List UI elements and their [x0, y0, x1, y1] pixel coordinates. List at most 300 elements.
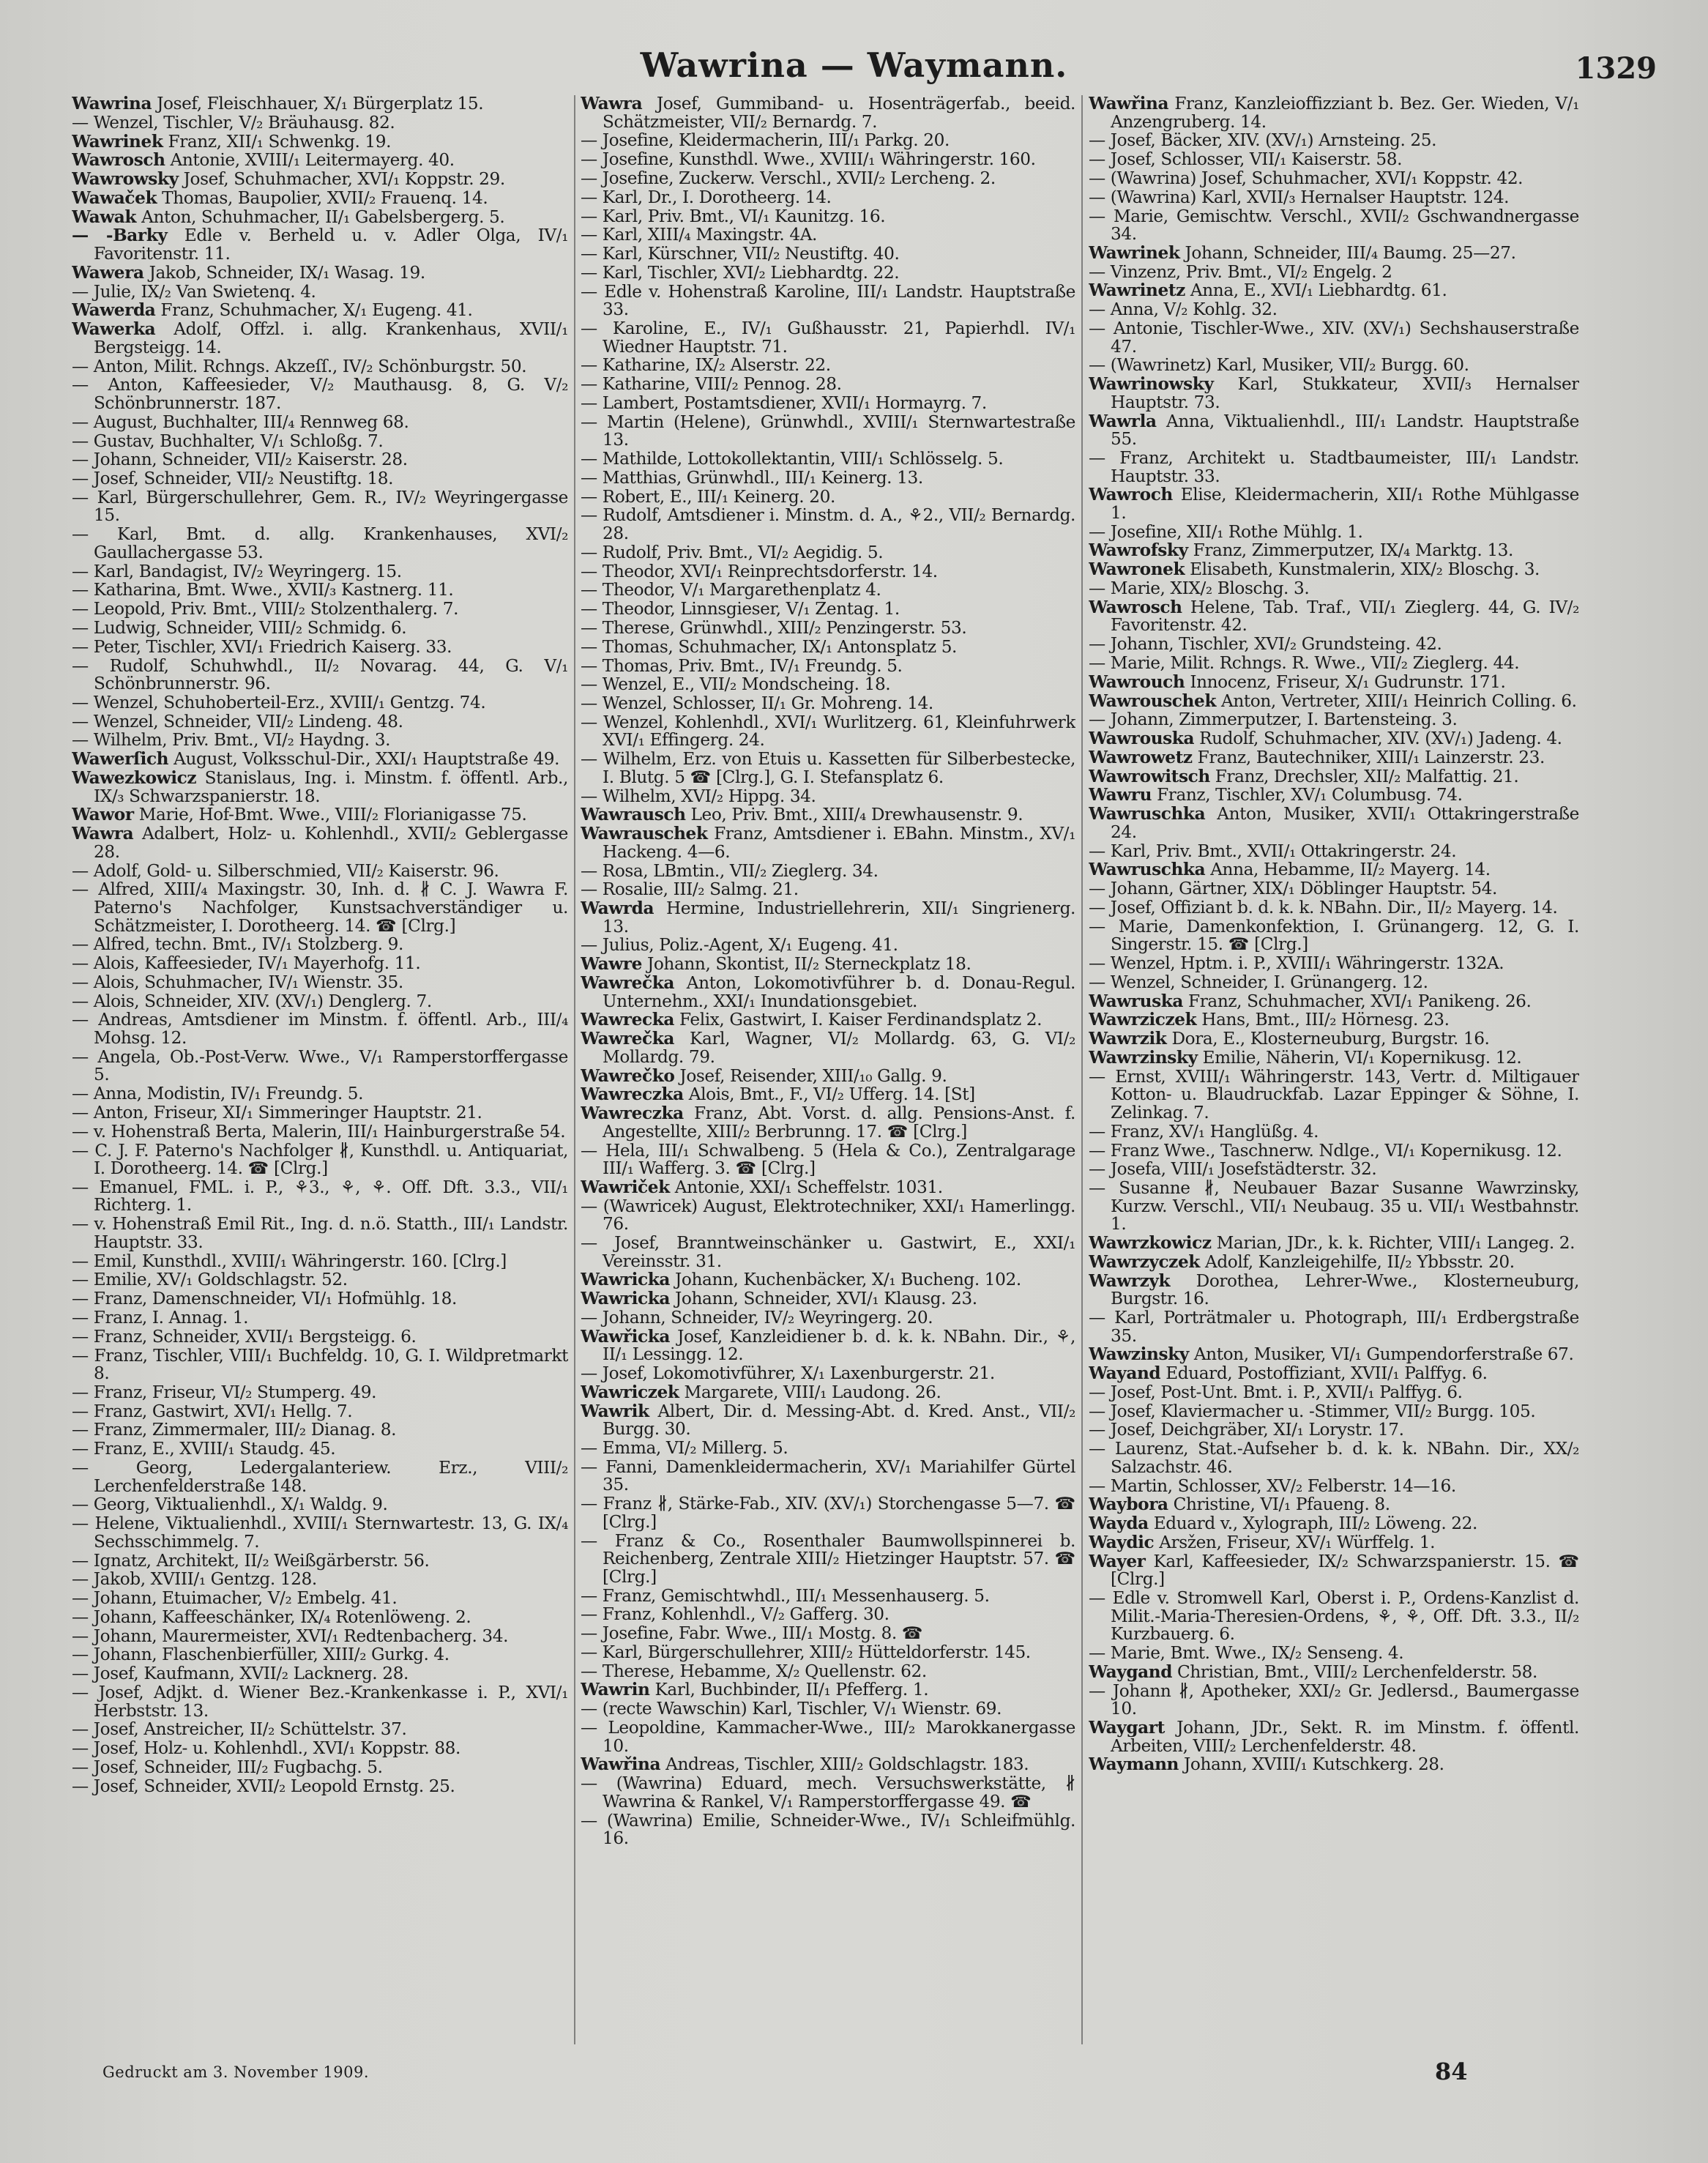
directory-entry — [581, 1065, 1075, 1086]
entry-details: — Rudolf, Amtsdiener i. Minstm. d. A., ⚘2., VII/₂ Bernardg. 28. — [581, 505, 1075, 544]
entry-details: Hermine, Industriellehrerin, XII/₁ Singrienerg. 13. — [603, 898, 1075, 937]
directory-entry — [1089, 376, 1579, 412]
entry-details: — Anton, Milit. Rchngs. Akzeſſ., IV/₂ Schönburgstr. 50. — [72, 356, 527, 376]
entry-details: — Julie, IX/₂ Van Swietenq. 4. — [72, 281, 316, 302]
entry-surname: Wawrečka — [581, 973, 674, 994]
directory-entry — [581, 1606, 1075, 1624]
directory-entry — [72, 1104, 568, 1123]
entry-details: — Franz, Tischler, VIII/₁ Buchfeldg. 10, G. I. Wildpretmarkt 8. — [72, 1345, 568, 1384]
entry-details: — Karl, Kürschner, VII/₂ Neustiftg. 40. — [581, 244, 900, 264]
entry-details: — Angela, Ob.-Post-Verw. Wwe., V/₁ Ramperstorffergasse 5. — [72, 1046, 568, 1085]
entry-details: Felix, Gastwirt, I. Kaiser Ferdinandsplatz 2. — [679, 1010, 1043, 1030]
entry-details: August, Volksschul-Dir., XXI/₁ Hauptstraße 49. — [174, 749, 560, 770]
entry-details: — Franz, I. Annag. 1. — [72, 1307, 249, 1328]
entry-details: — Julius, Poliz.-Agent, X/₁ Eugeng. 41. — [581, 935, 898, 956]
entry-surname: Wawrzyczek — [1089, 1251, 1200, 1272]
directory-entry — [581, 655, 1075, 676]
directory-entry — [1089, 1235, 1579, 1253]
directory-entry — [72, 1721, 568, 1739]
entry-details: Antonie, XVIII/₁ Leitermayerg. 40. — [170, 150, 455, 171]
entry-details: — Johann, Schneider, IV/₂ Weyringerg. 20. — [581, 1307, 933, 1328]
entry-details: — Leopold, Priv. Bmt., VIII/₂ Stolzenthalerg. 7. — [72, 599, 459, 619]
entry-details: — (Wawrina) Josef, Schuhmacher, XVI/₁ Koppstr. 42. — [1089, 168, 1524, 188]
entry-details: — Franz, Friseur, VI/₂ Stumperg. 49. — [72, 1382, 377, 1402]
entry-details: — Franz, XV/₁ Hanglüßg. 4. — [1089, 1121, 1319, 1142]
directory-entry — [581, 881, 1075, 899]
directory-entry — [72, 433, 568, 451]
entry-details: — Ludwig, Schneider, VIII/₂ Schmidg. 6. — [72, 617, 407, 638]
entry-details: — Emanuel, FML. i. P., ⚘3., ⚘, ⚘. Off. Dft. 3.3., VII/₁ Richterg. 1. — [72, 1177, 568, 1215]
print-date: Gedruckt am 3. November 1909. — [102, 2063, 370, 2081]
directory-entry — [1089, 786, 1579, 805]
directory-entry — [581, 1365, 1075, 1383]
entry-surname: Wawrzinsky — [1089, 1047, 1198, 1068]
directory-entry — [72, 358, 568, 376]
directory-entry — [1089, 1161, 1579, 1179]
directory-entry — [1089, 447, 1579, 486]
directory-entry — [581, 151, 1075, 169]
entry-details: — Wenzel, Schlosser, II/₁ Gr. Mohreng. 14. — [581, 693, 933, 714]
directory-entry — [581, 320, 1075, 356]
entry-details: — Karl, Bandagist, IV/₂ Weyringerg. 15. — [72, 561, 402, 581]
directory-entry — [72, 936, 568, 954]
entry-details: Franz, Abt. Vorst. d. allg. Pensions-Anst. f. Angestellte, XIII/₂ Berbrunng. 17. ☎ [Clrg.] — [603, 1103, 1075, 1142]
entry-surname: Wawrausch — [581, 805, 686, 825]
entry-details: Alois, Bmt., F., VI/₂ Ufferg. 14. [St] — [688, 1084, 975, 1105]
entry-details: Johann, XVIII/₁ Kutschkerg. 28. — [1183, 1754, 1444, 1775]
entry-details: Christian, Bmt., VIII/₂ Lerchenfelderstr. 58. — [1177, 1661, 1538, 1682]
entry-details: — Wilhelm, XVI/₂ Hippg. 34. — [581, 786, 816, 806]
entry-details: Johann, Schneider, III/₄ Baumg. 25—27. — [1185, 242, 1516, 263]
directory-entry — [1089, 320, 1579, 356]
entry-details: Arsžen, Friseur, XV/₁ Würffelg. 1. — [1159, 1532, 1436, 1552]
directory-entry — [581, 600, 1075, 619]
entry-details: Josef, Fleischhauer, X/₁ Bürgerplatz 15. — [157, 95, 484, 113]
directory-entry — [581, 1756, 1075, 1774]
entry-details: — Rudolf, Schuhwhdl., II/₂ Novarag. 44, G. V/₁ Schönbrunnerstr. 96. — [72, 655, 568, 694]
entry-surname: Wawrouska — [1089, 729, 1195, 749]
entry-details: — Leopoldine, Kammacher-Wwe., III/₂ Marokkanergasse 10. — [581, 1718, 1075, 1756]
directory-entry — [1089, 1590, 1579, 1644]
entry-details: — (Wawricek) August, Elektrotechniker, XXI/₁ Hamerlingg. 76. — [581, 1196, 1075, 1235]
entry-surname: Wawruschka — [1089, 804, 1206, 824]
entry-details: Hans, Bmt., III/₂ Hörnesg. 23. — [1201, 1010, 1450, 1030]
entry-details: — Josefine, XII/₁ Rothe Mühlg. 1. — [1089, 521, 1363, 542]
directory-entry — [72, 1271, 568, 1289]
entry-details: — Josef, Schneider, VII/₂ Neustiftg. 18. — [72, 469, 394, 489]
directory-entry — [581, 860, 1075, 881]
entry-surname: Wawrouschek — [1089, 690, 1217, 711]
directory-entry — [581, 900, 1075, 936]
entry-details: — Robert, E., III/₁ Keinerg. 20. — [581, 486, 835, 507]
entry-details: Franz, Amtsdiener i. EBahn. Minstm., XV/₁ Hackeng. 4—6. — [603, 824, 1075, 862]
directory-entry — [1089, 1309, 1579, 1345]
entry-details: — Franz, Damenschneider, VI/₁ Hofmühlg. 18. — [72, 1289, 457, 1309]
directory-entry — [581, 544, 1075, 562]
directory-entry — [72, 1309, 568, 1328]
entry-surname: Wawzinsky — [1089, 1344, 1189, 1365]
directory-entry — [581, 714, 1075, 750]
entry-details: — Susanne ∦, Neubauer Bazar Susanne Wawrzinsky, Kurzw. Verschl., VII/₁ Neubaug. 35 u. VII/₁ Westbahnstr. 1. — [1089, 1178, 1579, 1235]
entry-details: Innocenz, Friseur, X/₁ Gudrunstr. 171. — [1190, 671, 1506, 692]
directory-entry — [1089, 861, 1579, 879]
entry-surname: Wawrik — [581, 1401, 649, 1421]
directory-entry — [581, 1403, 1075, 1439]
entry-surname: Wawriček — [581, 1177, 670, 1197]
directory-entry — [581, 1681, 1075, 1700]
directory-entry — [72, 1609, 568, 1627]
entry-details: — Fanni, Damenkleidermacherin, XV/₁ Mariahilfer Gürtel 35. — [581, 1456, 1075, 1495]
entry-details: — Emilie, XV/₁ Goldschlagstr. 52. — [72, 1270, 348, 1290]
entry-surname: Wayand — [1089, 1363, 1161, 1384]
directory-entry — [72, 1552, 568, 1571]
entry-details: Leo, Priv. Bmt., XIII/₄ Drewhausenstr. 9. — [690, 805, 1023, 825]
entry-surname: Wawřina — [1089, 95, 1169, 113]
directory-entry — [581, 788, 1075, 806]
directory-entry — [581, 1644, 1075, 1662]
directory-entry — [72, 95, 568, 113]
directory-column-3 — [1089, 95, 1579, 2043]
entry-details: — Gustav, Buchhalter, V/₁ Schloßg. 7. — [72, 431, 384, 451]
directory-entry — [581, 132, 1075, 150]
entry-surname: Wawerda — [72, 300, 156, 321]
directory-entry — [72, 581, 568, 600]
entry-details: — Laurenz, Stat.-Aufseher b. d. k. k. NBahn. Dir., XX/₂ Salzachstr. 46. — [1089, 1439, 1579, 1477]
entry-surname: Wawrosch — [72, 150, 165, 171]
entry-details: — Wenzel, Schneider, VII/₂ Lindeng. 48. — [72, 711, 403, 731]
entry-details: — Marie, XIX/₂ Bloschg. 3. — [1089, 578, 1310, 598]
directory-entry — [581, 619, 1075, 638]
directory-entry — [72, 993, 568, 1011]
directory-entry — [581, 1812, 1075, 1848]
entry-surname: Wawroch — [1089, 485, 1173, 505]
entry-details: Adolf, Kanzleigehilfe, II/₂ Ybbsstr. 20. — [1204, 1251, 1515, 1272]
entry-details: — Franz, Gemischtwhdl., III/₁ Messenhauserg. 5. — [581, 1585, 990, 1606]
entry-details: — Andreas, Amtsdiener im Minstm. f. öffentl. Arb., III/₄ Mohsg. 12. — [72, 1010, 568, 1048]
directory-entry — [1089, 955, 1579, 973]
directory-entry — [1089, 170, 1579, 188]
directory-entry — [72, 636, 568, 657]
directory-entry — [581, 1495, 1075, 1531]
directory-column-2 — [581, 95, 1075, 2043]
directory-entry — [72, 1011, 568, 1047]
directory-entry — [72, 806, 568, 824]
entry-details: — Karl, Bmt. d. allg. Krankenhauses, XVI/₂ Gaullachergasse 53. — [72, 524, 568, 562]
directory-entry — [1089, 1680, 1579, 1719]
directory-entry — [581, 1700, 1075, 1719]
directory-entry — [72, 1665, 568, 1683]
directory-entry — [72, 1759, 568, 1777]
entry-details: Christine, VI/₁ Pfaueng. 8. — [1173, 1494, 1390, 1515]
entry-details: — Adolf, Gold- u. Silberschmied, VII/₂ Kaiserstr. 96. — [72, 860, 499, 881]
directory-entry — [1089, 242, 1579, 263]
entry-surname: Wawrauschek — [581, 824, 708, 844]
directory-entry — [1089, 1384, 1579, 1402]
directory-entry — [1089, 768, 1579, 786]
directory-entry — [581, 357, 1075, 375]
directory-entry — [581, 208, 1075, 226]
entry-details: Rudolf, Schuhmacher, XIV. (XV/₁) Jadeng. 4. — [1199, 729, 1562, 749]
entry-details: Josef, Kanzleidiener b. d. k. k. NBahn. Dir., ⚘, II/₁ Lessingg. 12. — [603, 1326, 1075, 1365]
entry-details: — Katharine, VIII/₂ Pennog. 28. — [581, 374, 842, 395]
directory-entry — [72, 1123, 568, 1142]
page-number: 1329 — [1575, 51, 1657, 86]
directory-entry — [72, 1684, 568, 1720]
entry-details: — Edle v. Hohenstraß Karoline, III/₁ Landstr. Hauptstraße 33. — [581, 281, 1075, 320]
entry-details: — Anton, Friseur, XI/₁ Simmeringer Hauptstr. 21. — [72, 1102, 482, 1123]
directory-entry — [581, 1328, 1075, 1364]
entry-details: — Rosalie, III/₂ Salmg. 21. — [581, 879, 799, 900]
directory-entry — [581, 1719, 1075, 1755]
directory-entry — [1089, 1365, 1579, 1383]
directory-entry — [581, 1142, 1075, 1178]
directory-entry — [72, 114, 568, 133]
entry-details: Dora, E., Klosterneuburg, Burgstr. 16. — [1171, 1029, 1490, 1049]
entry-details: — Josef, Holz- u. Kohlenhdl., XVI/₁ Koppstr. 88. — [72, 1738, 461, 1759]
entry-details: Elisabeth, Kunstmalerin, XIX/₂ Bloschg. 3. — [1190, 559, 1540, 580]
directory-entry — [72, 526, 568, 562]
directory-entry — [1089, 282, 1579, 300]
entry-details: — Karl, Porträtmaler u. Photograph, III/₁ Erdbergstraße 35. — [1089, 1307, 1579, 1346]
column-divider — [574, 95, 575, 2044]
directory-entry — [72, 227, 568, 263]
directory-entry — [581, 1587, 1075, 1606]
entry-details: Adalbert, Holz- u. Kohlenhdl., XVII/₂ Geblergasse 28. — [94, 824, 568, 862]
entry-details: Anton, Musiker, XVII/₁ Ottakringerstraße 24. — [1111, 804, 1579, 842]
directory-entry — [581, 1775, 1075, 1811]
entry-details: — Josef, Bäcker, XIV. (XV/₁) Arnsteing. 25. — [1089, 130, 1437, 151]
entry-details: — Karl, Tischler, XVI/₂ Liebhardtg. 22. — [581, 262, 900, 283]
directory-entry — [581, 507, 1075, 543]
entry-details: Franz, Schuhmacher, XVI/₁ Panikeng. 26. — [1188, 991, 1532, 1011]
directory-entry — [72, 133, 568, 152]
entry-details: Johann, JDr., Sekt. R. im Minstm. f. öffentl. Arbeiten, VIII/₂ Lerchenfelderstr. 48. — [1111, 1718, 1579, 1756]
directory-entry — [581, 636, 1075, 657]
entry-surname: Wawerka — [72, 319, 156, 340]
entry-details: — Franz & Co., Rosenthaler Baumwollspinnerei b. Reichenberg, Zentrale XIII/₂ Hietzinger Hauptstr. 57. ☎ [Clrg.] — [581, 1530, 1075, 1587]
entry-details: — Edle v. Stromwell Karl, Oberst i. P., Ordens-Kanzlist d. Milit.-Maria-Theresien-Ordens, ⚘, ⚘, Off. Dft. 3.3., II/₂ Kurzbauerg. 6. — [1089, 1588, 1579, 1645]
entry-details: — Anna, Modistin, IV/₁ Freundg. 5. — [72, 1084, 364, 1104]
entry-surname: Wawrina — [72, 95, 152, 113]
entry-details: Jakob, Schneider, IX/₁ Wasag. 19. — [149, 262, 425, 283]
entry-surname: Wawrinetz — [1089, 280, 1185, 301]
directory-entry — [1089, 599, 1579, 635]
directory-entry — [72, 1403, 568, 1421]
directory-entry — [581, 1030, 1075, 1066]
directory-entry — [72, 470, 568, 488]
entry-surname: Wawrecka — [581, 1010, 674, 1030]
entry-surname: Wawrzik — [1089, 1029, 1167, 1049]
entry-details: — (Wawrina) Eduard, mech. Versuchswerkstätte, ∦ Wawrina & Rankel, V/₁ Ramperstorffergasse 49. ☎ — [581, 1773, 1075, 1812]
entry-details: Edle v. Berheld u. v. Adler Olga, IV/₁ Favoritenstr. 11. — [94, 226, 568, 264]
directory-entry — [72, 1778, 568, 1796]
entry-details: — Emil, Kunsthdl., XVIII/₁ Währingerstr. 160. [Clrg.] — [72, 1251, 507, 1271]
entry-surname: Wayer — [1089, 1551, 1146, 1571]
directory-entry — [72, 1328, 568, 1347]
entry-details: Anton, Musiker, VI/₁ Gumpendorferstraße 67. — [1193, 1344, 1574, 1365]
sheet-number: 84 — [1435, 2058, 1468, 2085]
directory-entry — [581, 264, 1075, 283]
entry-details: — Johann ∦, Apotheker, XXI/₂ Gr. Jedlersd., Baumergasse 10. — [1089, 1680, 1579, 1719]
directory-entry — [1089, 843, 1579, 861]
entry-surname: Wawor — [72, 805, 134, 825]
entry-details: — Wenzel, Hptm. i. P., XVIII/₁ Währingerstr. 132A. — [1089, 953, 1504, 974]
directory-entry — [72, 321, 568, 357]
entry-details: — Karl, Dr., I. Dorotheerg. 14. — [581, 187, 832, 207]
directory-entry — [581, 1663, 1075, 1681]
entry-details: Franz, Drechsler, XII/₂ Malfattig. 21. — [1215, 766, 1519, 786]
directory-entry — [581, 245, 1075, 264]
directory-entry — [72, 1347, 568, 1383]
entry-details: — Franz, Architekt u. Stadtbaumeister, III/₁ Landstr. Hauptstr. 33. — [1089, 447, 1579, 486]
directory-entry — [1089, 880, 1579, 898]
entry-surname: Wawera — [72, 262, 144, 283]
directory-entry — [72, 1515, 568, 1551]
entry-details: — Marie, Bmt. Wwe., IX/₂ Senseng. 4. — [1089, 1643, 1404, 1664]
directory-entry — [72, 731, 568, 750]
entry-details: Josef, Schuhmacher, XVI/₁ Koppstr. 29. — [183, 169, 505, 190]
directory-entry — [581, 1309, 1075, 1328]
directory-entry — [1089, 1515, 1579, 1533]
entry-details: — Johann, Tischler, XVI/₂ Grundsteing. 42. — [1089, 634, 1442, 655]
directory-entry — [1089, 1011, 1579, 1030]
directory-entry — [72, 1628, 568, 1646]
entry-surname: Wawezkowicz — [72, 768, 197, 788]
directory-entry — [72, 1046, 568, 1085]
directory-entry — [72, 1179, 568, 1215]
entry-details: — Alois, Schuhmacher, IV/₁ Wienstr. 35. — [72, 972, 403, 992]
entry-surname: Wawrzkowicz — [1089, 1233, 1212, 1254]
entry-surname: — -Barky — [72, 226, 168, 246]
directory-entry — [581, 469, 1075, 488]
entry-surname: Wawreczka — [581, 1103, 684, 1124]
directory-entry — [72, 451, 568, 469]
directory-entry — [72, 414, 568, 432]
directory-entry — [581, 450, 1075, 469]
entry-details: — Anna, V/₂ Kohlg. 32. — [1089, 299, 1278, 320]
entry-details: Elise, Kleidermacherin, XII/₁ Rothe Mühlgasse 1. — [1111, 485, 1579, 523]
entry-details: — Franz ∦, Stärke-Fab., XIV. (XV/₁) Storchengasse 5—7. ☎ [Clrg.] — [581, 1494, 1075, 1532]
entry-details: — Jakob, XVIII/₁ Gentzg. 128. — [72, 1569, 317, 1590]
directory-entry — [1089, 95, 1579, 131]
entry-details: — Johann, Flaschenbierfüller, XIII/₂ Gurkg. 4. — [72, 1645, 450, 1665]
entry-surname: Wawronek — [1089, 559, 1185, 580]
directory-entry — [72, 187, 568, 208]
entry-details: Anton, Vertreter, XIII/₁ Heinrich Colling. 6. — [1221, 690, 1577, 711]
directory-entry — [1089, 357, 1579, 375]
directory-entry — [1089, 1049, 1579, 1068]
directory-entry — [1089, 1142, 1579, 1161]
directory-entry — [72, 1384, 568, 1402]
entry-details: — Mathilde, Lottokollektantin, VIII/₁ Schlösselg. 5. — [581, 449, 1004, 469]
entry-details: — Katharina, Bmt. Wwe., XVII/₃ Kastnerg. 11. — [72, 580, 454, 600]
directory-entry — [581, 1235, 1075, 1270]
entry-details: — Johann, Schneider, VII/₂ Kaiserstr. 28. — [72, 450, 408, 470]
entry-details: Josef, Reisender, XIII/₁₀ Gallg. 9. — [679, 1065, 947, 1086]
directory-entry — [72, 751, 568, 769]
entry-details: — Josefine, Kleidermacherin, III/₁ Parkg. 20. — [581, 130, 950, 151]
directory-entry — [72, 619, 568, 638]
entry-details: — (Wawrina) Karl, XVII/₃ Hernalser Hauptstr. 124. — [1089, 187, 1510, 207]
directory-entry — [581, 676, 1075, 694]
directory-entry — [72, 1253, 568, 1271]
entry-details: — Hela, III/₁ Schwalbeng. 5 (Hela & Co.), Zentralgarage III/₁ Wafferg. 3. ☎ [Clrg.] — [581, 1140, 1075, 1179]
directory-entry — [1089, 580, 1579, 598]
entry-details: — Johann, Etuimacher, V/₂ Embelg. 41. — [72, 1588, 398, 1609]
entry-details: Johann, Schneider, XVI/₁ Klausg. 23. — [675, 1289, 977, 1309]
entry-surname: Wawak — [72, 206, 137, 227]
directory-entry — [581, 488, 1075, 507]
directory-entry — [72, 1459, 568, 1495]
entry-details: — Wenzel, Schneider, I. Grünangerg. 12. — [1089, 972, 1428, 992]
entry-details: Franz, Kanzleioffizziant b. Bez. Ger. Wieden, V/₁ Anzengruberg. 14. — [1111, 95, 1579, 132]
directory-entry — [1089, 1496, 1579, 1514]
directory-entry — [72, 206, 568, 227]
directory-entry — [72, 713, 568, 731]
entry-surname: Wawrowitsch — [1089, 766, 1210, 786]
entry-details: — Alfred, techn. Bmt., IV/₁ Stolzberg. 9. — [72, 934, 403, 955]
entry-details: — Franz, E., XVIII/₁ Staudg. 45. — [72, 1439, 336, 1459]
entry-details: — Johann, Maurermeister, XVI/₁ Redtenbacherg. 34. — [72, 1626, 509, 1646]
entry-details: — Alois, Kaffeesieder, IV/₁ Mayerhofg. 11. — [72, 953, 421, 974]
entry-details: Emilie, Näherin, VI/₁ Kopernikusg. 12. — [1202, 1047, 1522, 1068]
directory-entry — [581, 1105, 1075, 1141]
entry-details: — Josef, Post-Unt. Bmt. i. P., XVII/₁ Palffyg. 6. — [1089, 1382, 1463, 1402]
entry-surname: Wawerſich — [72, 749, 169, 770]
directory-entry — [72, 1740, 568, 1758]
entry-details: Franz, XII/₁ Schwenkg. 19. — [168, 131, 392, 152]
entry-details: Adolf, Offzl. i. allg. Krankenhaus, XVII/₁ Bergsteigg. 14. — [94, 319, 568, 357]
entry-details: — Karl, XIII/₄ Maxingstr. 4A. — [581, 225, 818, 245]
directory-entry — [581, 226, 1075, 245]
entry-details: — Josefa, VIII/₁ Josefstädterstr. 32. — [1089, 1159, 1377, 1180]
directory-entry — [1089, 1123, 1579, 1142]
entry-details: Franz, Schuhmacher, X/₁ Eugeng. 41. — [160, 300, 473, 321]
entry-details: — v. Hohenstraß Berta, Malerin, III/₁ Hainburgerstraße 54. — [72, 1121, 566, 1142]
directory-entry — [581, 1384, 1075, 1402]
directory-entry — [1089, 542, 1579, 560]
entry-surname: Waygand — [1089, 1661, 1173, 1682]
directory-entry — [581, 695, 1075, 713]
entry-details: — v. Hohenstraß Emil Rit., Ing. d. n.ö. Statth., III/₁ Landstr. Hauptstr. 33. — [72, 1214, 568, 1252]
entry-details: — Alois, Schneider, XIV. (XV/₁) Denglerg. 7. — [72, 991, 432, 1011]
entry-details: Anna, Hebamme, II/₂ Mayerg. 14. — [1210, 860, 1491, 880]
entry-surname: Wawre — [581, 954, 642, 975]
entry-details: — Josef, Branntweinschänker u. Gastwirt, E., XXI/₁ Vereinsstr. 31. — [581, 1233, 1075, 1271]
directory-entry — [581, 376, 1075, 394]
entry-surname: Wawreczka — [581, 1084, 684, 1105]
entry-surname: Wawrowetz — [1089, 747, 1193, 767]
directory-entry — [1089, 636, 1579, 654]
directory-entry — [581, 937, 1075, 955]
entry-details: — Emma, VI/₂ Millerg. 5. — [581, 1438, 788, 1459]
entry-details: — Josef, Anstreicher, II/₂ Schüttelstr. 37. — [72, 1719, 407, 1740]
directory-entry — [1089, 521, 1579, 542]
entry-details: — Josef, Adjkt. d. Wiener Bez.-Krankenkasse i. P., XVI/₁ Herbststr. 13. — [72, 1683, 568, 1721]
directory-entry — [1089, 189, 1579, 207]
entry-surname: Wawrinek — [72, 131, 163, 152]
directory-entry — [1089, 1421, 1579, 1440]
entry-details: — Therese, Hebamme, X/₂ Quellenstr. 62. — [581, 1661, 927, 1681]
directory-entry — [1089, 208, 1579, 244]
entry-details: — Johann, Gärtner, XIX/₁ Döblinger Hauptstr. 54. — [1089, 879, 1498, 899]
entry-surname: Wawrouch — [1089, 671, 1185, 692]
directory-entry — [1089, 652, 1579, 673]
directory-entry — [1089, 151, 1579, 169]
entry-details: — Franz Wwe., Taschnerw. Ndlge., VI/₁ Kopernikusg. 12. — [1089, 1140, 1562, 1161]
directory-entry — [1089, 486, 1579, 522]
entry-details: Franz, Tischler, XV/₁ Columbusg. 74. — [1157, 785, 1463, 805]
